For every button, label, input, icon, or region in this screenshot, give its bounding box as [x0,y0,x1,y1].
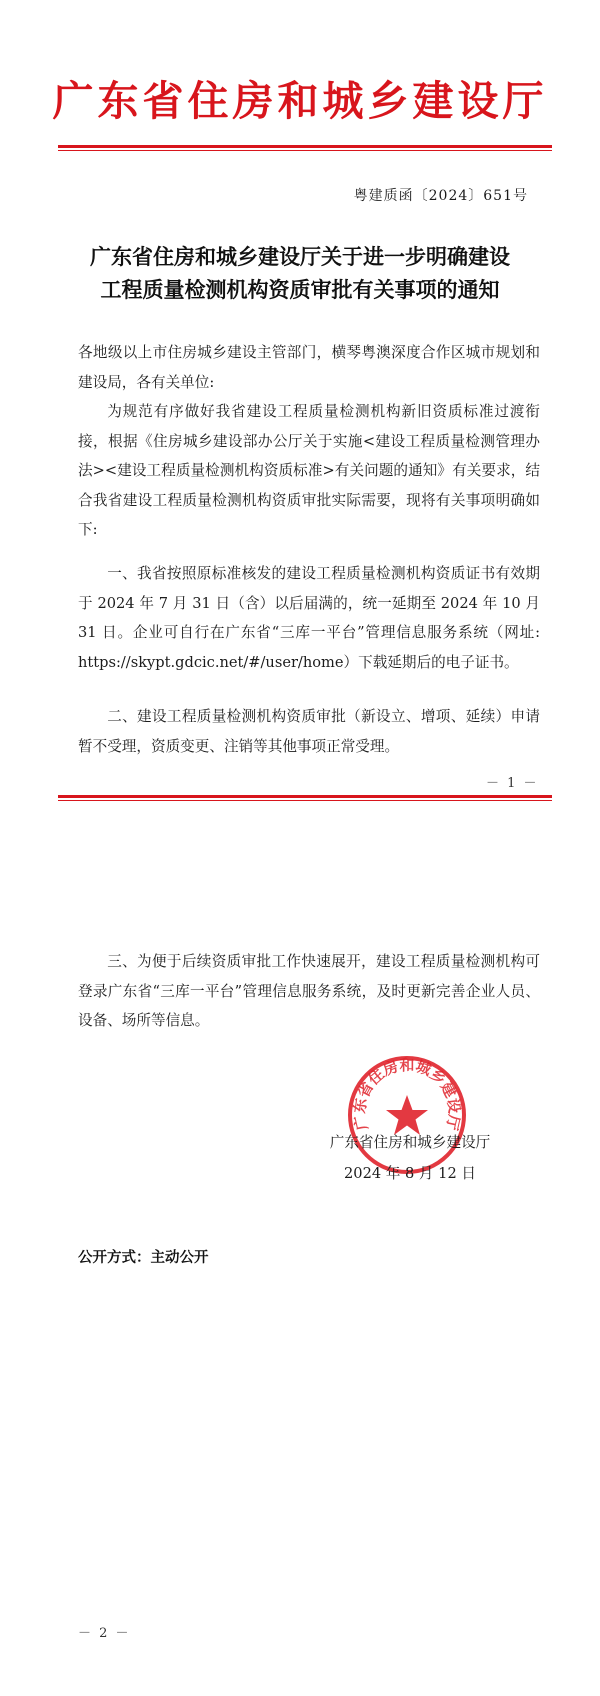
disclosure-mode: 公开方式：主动公开 [78,1250,209,1266]
document-number: 粤建质函〔2024〕651号 [353,188,528,204]
item-one-paragraph: 一、我省按照原标准核发的建设工程质量检测机构资质证书有效期于 2024 年 7 月 31 日（含）以后届满的，统一延期至 2024 年 10 月 31 日。企业可自行在广东省“三库一平台”管理信息服务系统（网址: https://skypt.gdcic.net/#/user/home）下载延期后的电子证书。 [78,565,540,671]
signature-org: 广东省住房和城乡建设厅 [329,1134,491,1151]
intro-paragraph: 为规范有序做好我省建设工程质量检测机构新旧资质标准过渡衔接，根据《住房城乡建设部办公厅关于实施<建设工程质量检测管理办法><建设工程质量检测机构资质标准>有关问题的通知》有关要求，结合我省建设工程质量检测机构资质审批实际需要，现将有关事项明确如下: [78,403,540,538]
page-number: － 2 － [78,1626,131,1641]
masthead-rule-thick [58,145,552,148]
title-line: 广东省住房和城乡建设厅关于进一步明确建设 [90,244,510,269]
addressee: 各地级以上市住房城乡建设主管部门，横琴粤澳深度合作区城市规划和建设局，各有关单位: [78,344,540,391]
masthead-rule-thin [58,150,552,151]
page-number: － 1 － [486,776,539,791]
page-separator-thin [58,800,552,801]
title-line: 工程质量检测机构资质审批有关事项的通知 [100,277,500,302]
page-separator-thick [58,795,552,798]
seal-text: 广东省住房和城乡建设厅 [350,1056,464,1132]
signature-date: 2024 年 8 月 12 日 [344,1165,476,1182]
document-title [0,240,600,306]
item-three-paragraph: 三、为便于后续资质审批工作快速展开，建设工程质量检测机构可登录广东省“三库一平台”管理信息服务系统，及时更新完善企业人员、设备、场所等信息。 [78,953,540,1029]
item-two-paragraph: 二、建设工程质量检测机构资质审批（新设立、增项、延续）申请暂不受理，资质变更、注销等其他事项正常受理。 [78,708,540,755]
masthead-title: 广东省住房和城乡建设厅 [52,77,548,125]
